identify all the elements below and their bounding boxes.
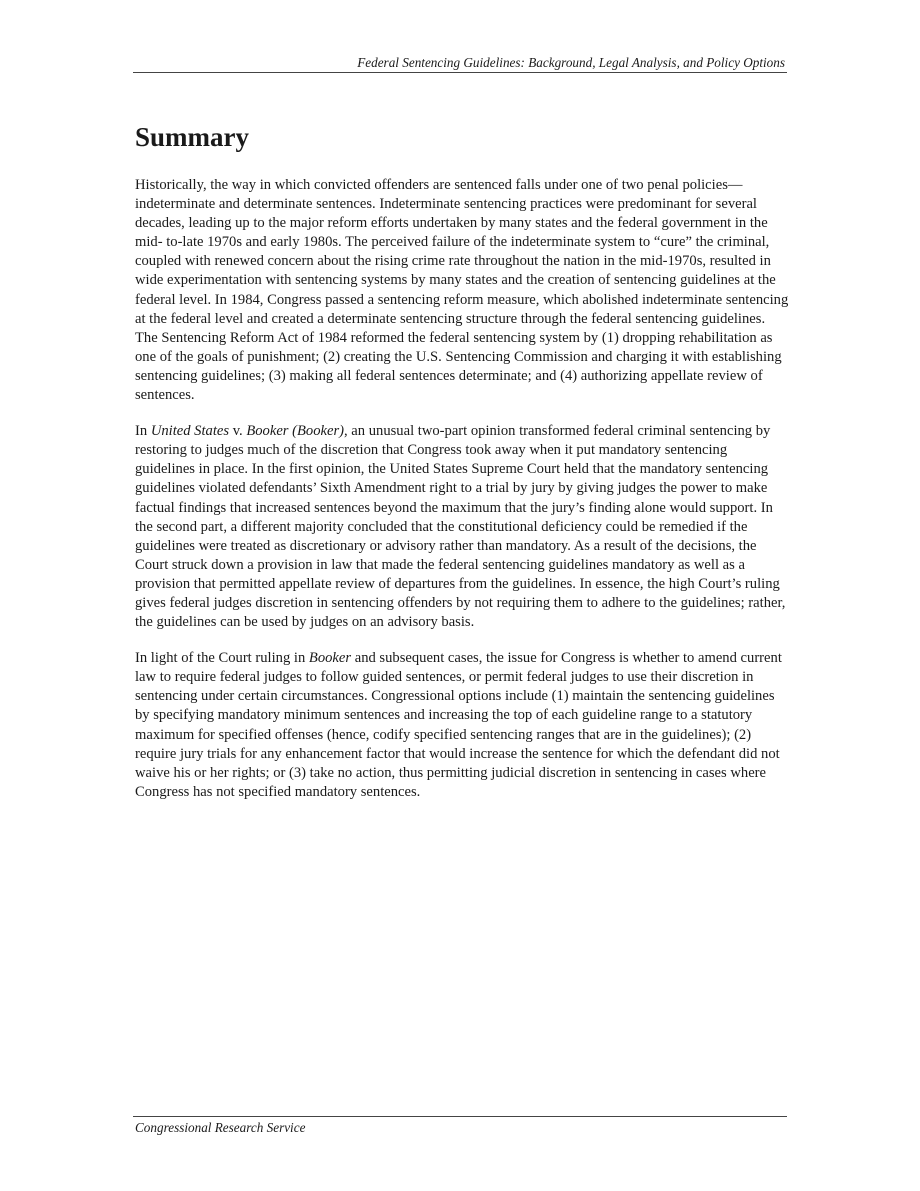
paragraph-3-text: and subsequent cases, the issue for Congress is whether to amend current law to require federal judges to follow guided sentences, or permit federal judges to use their discretion in sentencing under certain circumstances. Congressional options include (1) maintain the sentencing guidelines by specifying mandatory minimum sentences and increasing the top of each guideline range to a statutory maximum for specified offenses (hence, codify specified sentencing ranges that are in the guidelines); (2) require jury trials for any enhancement factor that would increase the sentence for which the defendant did not waive his or her rights; or (3) take no action, thus permitting judicial discretion in sentencing in cases where Congress has not specified mandatory sentences. xyxy=(135,650,782,800)
paragraph-1-text: Historically, the way in which convicted offenders are sentenced falls under one of two penal policies—indeterminate and determinate sentences. Indeterminate sentencing practices were predominant for several decades, leading up to the major reform efforts undertaken by many states and the federal government in the mid- to-late 1970s and early 1980s. The perceived failure of the indeterminate system to “cure” the criminal, coupled with renewed concern about the rising crime rate throughout the nation in the mid-1970s, resulted in wide experimentation with sentencing systems by many states and the creation of sentencing guidelines at the federal level. In 1984, Congress passed a sentencing reform measure, which abolished indeterminate sentencing at the federal level and created a determinate sentencing structure through the federal sentencing guidelines. The Sentencing Reform Act of 1984 reformed the federal sentencing system by (1) dropping rehabilitation as one of the goals of punishment; (2) creating the U.S. Sentencing Commission and charging it with establishing sentencing guidelines; (3) making all federal sentences determinate; and (4) authorizing appellate review of sentences. xyxy=(135,177,789,404)
case-name-booker: Booker (Booker) xyxy=(246,423,344,440)
running-footer: Congressional Research Service xyxy=(135,1120,306,1135)
footer-divider xyxy=(133,1116,787,1117)
header-divider xyxy=(133,72,787,73)
case-name-booker-ref: Booker xyxy=(308,650,352,667)
case-name-united-states: United States xyxy=(150,423,230,440)
paragraph-2-lead: In xyxy=(135,423,151,440)
paragraph-2-text: , an unusual two-part opinion transformed federal criminal sentencing by restoring to judges much of the discretion that Congress took away when it put mandatory sentencing guidelines in place. In the first opinion, the United States Supreme Court held that the mandatory sentencing guidelines violated defendants’ Sixth Amendment right to a trial by jury by giving judges the power to make factual findings that increased sentences beyond the maximum that the jury’s finding alone would support. In the second part, a different majority concluded that the constitutional deficiency could be remedied if the guidelines were treated as discretionary or advisory rather than mandatory. As a result of the decisions, the Court struck down a provision in law that made the federal sentencing guidelines mandatory as well as a provision that permitted appellate review of departures from the guidelines. In essence, the high Court’s ruling gives federal judges discretion in sentencing offenders by not requiring them to adhere to the guidelines; rather, the guidelines can be used by judges on an advisory basis. xyxy=(135,423,786,631)
versus: v. xyxy=(229,423,247,440)
running-header: Federal Sentencing Guidelines: Background, Legal Analysis, and Policy Options xyxy=(357,55,785,70)
paragraph-2 xyxy=(135,422,789,632)
paragraph-3-lead: In light of the Court ruling in xyxy=(135,650,309,667)
paragraph-1 xyxy=(135,176,789,405)
paragraph-3 xyxy=(135,649,789,802)
summary-body xyxy=(135,176,789,819)
page-title: Summary xyxy=(135,122,249,152)
